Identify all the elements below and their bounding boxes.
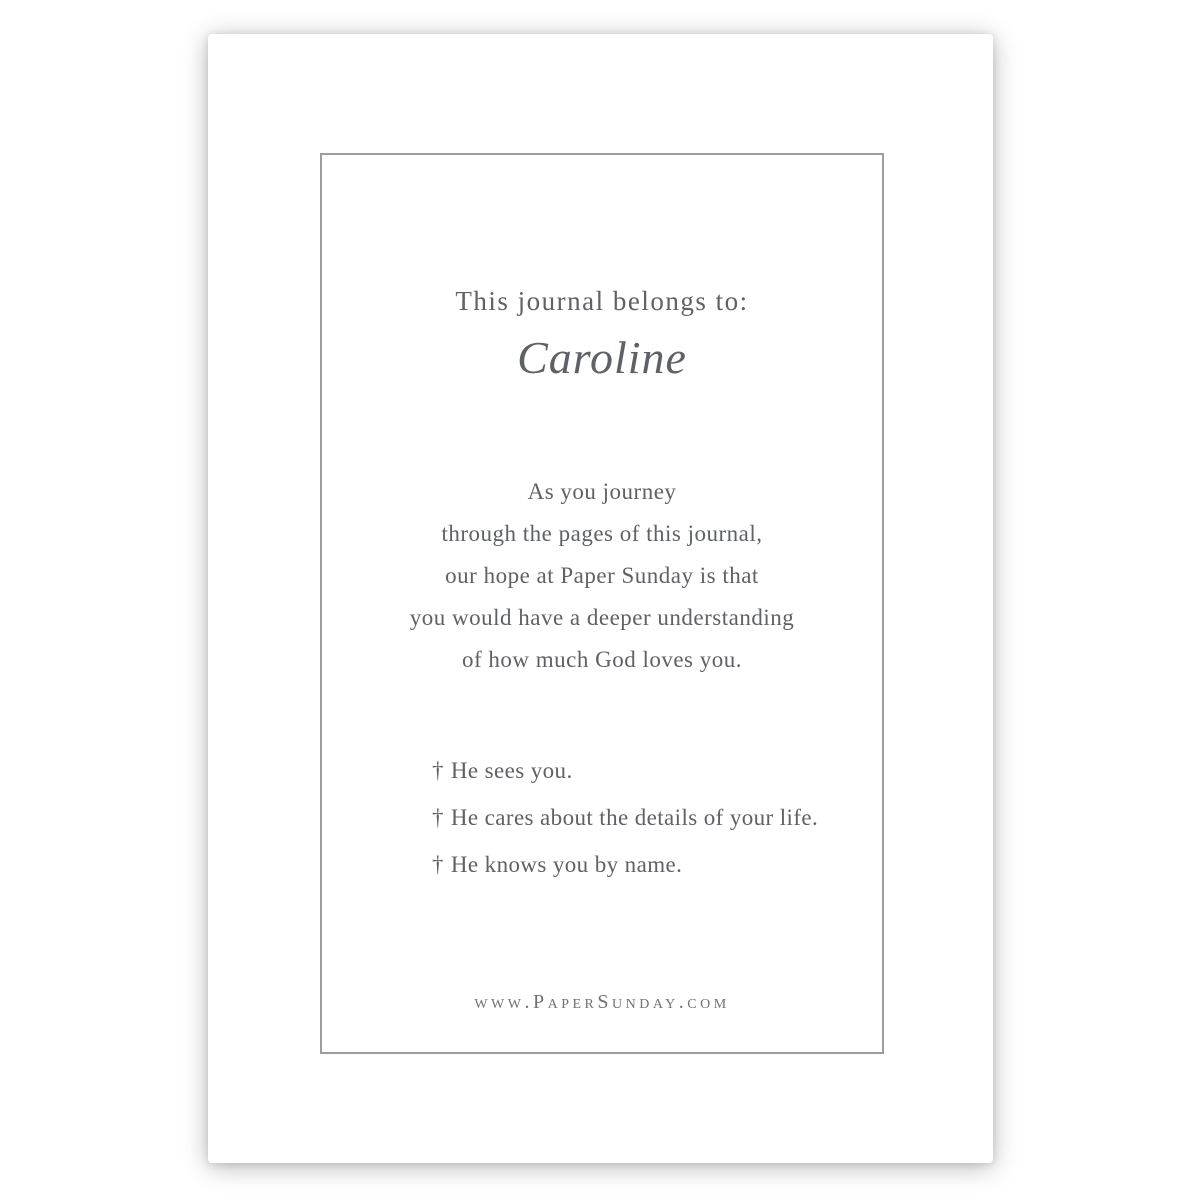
promise-text: He knows you by name. xyxy=(450,852,683,877)
list-item xyxy=(432,794,818,841)
cross-icon: † xyxy=(432,805,444,830)
list-item xyxy=(432,747,818,794)
intro-message xyxy=(322,471,882,681)
list-item xyxy=(432,841,818,888)
message-line: you would have a deeper understanding xyxy=(409,605,795,630)
message-line: As you journey xyxy=(527,479,677,504)
message-line: through the pages of this journal, xyxy=(441,521,763,546)
message-line: of how much God loves you. xyxy=(461,647,743,672)
promise-list xyxy=(432,747,818,888)
cross-icon: † xyxy=(432,758,444,783)
border-frame xyxy=(320,153,884,1054)
message-line: our hope at Paper Sunday is that xyxy=(445,563,759,588)
journal-cover-page xyxy=(208,34,993,1163)
promise-text: He sees you. xyxy=(450,758,573,783)
owner-name: Caroline xyxy=(517,332,687,383)
website-url: www.PaperSunday.com xyxy=(474,991,730,1013)
promise-text: He cares about the details of your life. xyxy=(450,805,819,830)
cross-icon: † xyxy=(432,852,444,877)
belongs-to-label: This journal belongs to: xyxy=(455,286,749,316)
